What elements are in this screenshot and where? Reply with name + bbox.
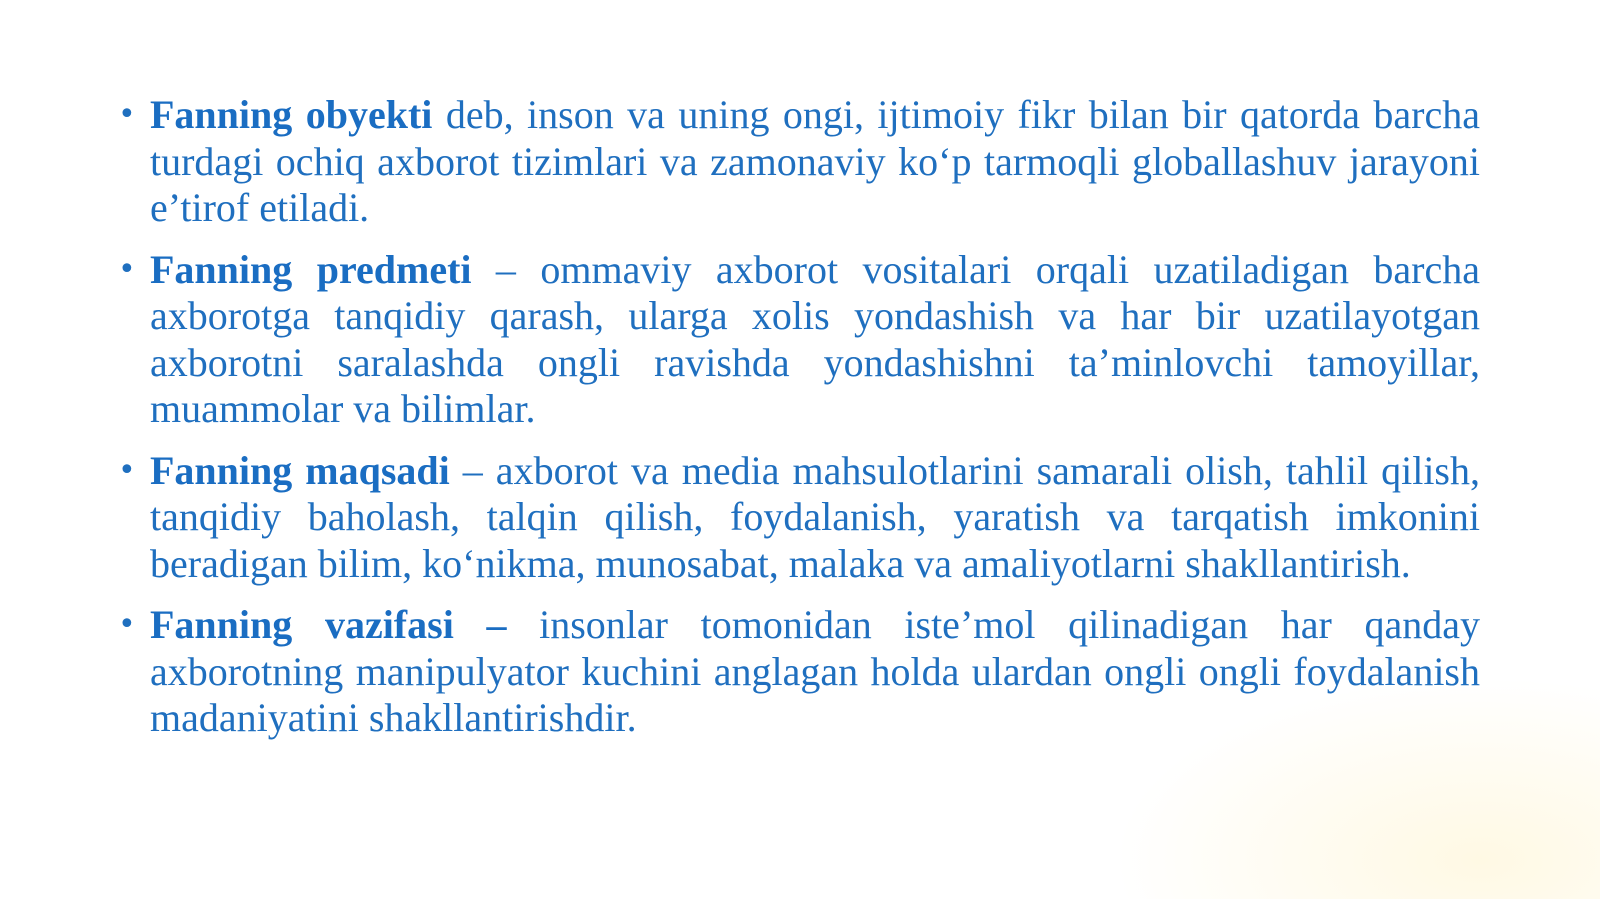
bullet-item-obyekti	[118, 92, 1480, 232]
bullet-item-vazifasi	[118, 602, 1480, 742]
bullet-icon: •	[118, 607, 136, 642]
bullet-item-maqsadi	[118, 448, 1480, 588]
bullet-icon: •	[118, 452, 136, 488]
definition-maqsadi: – axborot va media mahsulotlarini samarali olish, tahlil qilish, tanqidiy baholash, talqin qilish, foydalanish, yaratish va tarqatish imkonini beradigan bilim, ko‘nikma, munosabat, malaka va amaliyotlarni shakllantirish.	[150, 447, 1480, 586]
bullet-icon: •	[118, 251, 136, 287]
bullet-icon: •	[118, 97, 136, 132]
bullet-item-predmeti	[118, 247, 1480, 433]
term-obyekti: Fanning obyekti	[150, 92, 433, 137]
definition-vazifasi: insonlar tomonidan iste’mol qilinadigan har qanday axborotning manipulyator kuchini anglagan holda ulardan ongli ongli foydalanish madaniyatini shakllantirishdir.	[150, 602, 1480, 740]
term-maqsadi: Fanning maqsadi	[150, 447, 450, 493]
definition-obyekti: deb, inson va uning ongi, ijtimoiy fikr bilan bir qatorda barcha turdagi ochiq axborot tizimlari va zamonaviy ko‘p tarmoqli globallashuv jarayoni e’tirof etiladi.	[150, 92, 1480, 230]
term-predmeti: Fanning predmeti	[150, 246, 472, 292]
bullet-list	[118, 92, 1480, 742]
definition-predmeti: – ommaviy axborot vositalari orqali uzatiladigan barcha axborotga tanqidiy qarash, ularga xolis yondashish va har bir uzatilayotgan axborotni saralashda ongli ravishda yondashishni ta’minlovchi tamoyillar, muammolar va bilimlar.	[150, 246, 1480, 431]
term-vazifasi: Fanning vazifasi –	[150, 602, 507, 647]
slide-content	[118, 92, 1480, 757]
